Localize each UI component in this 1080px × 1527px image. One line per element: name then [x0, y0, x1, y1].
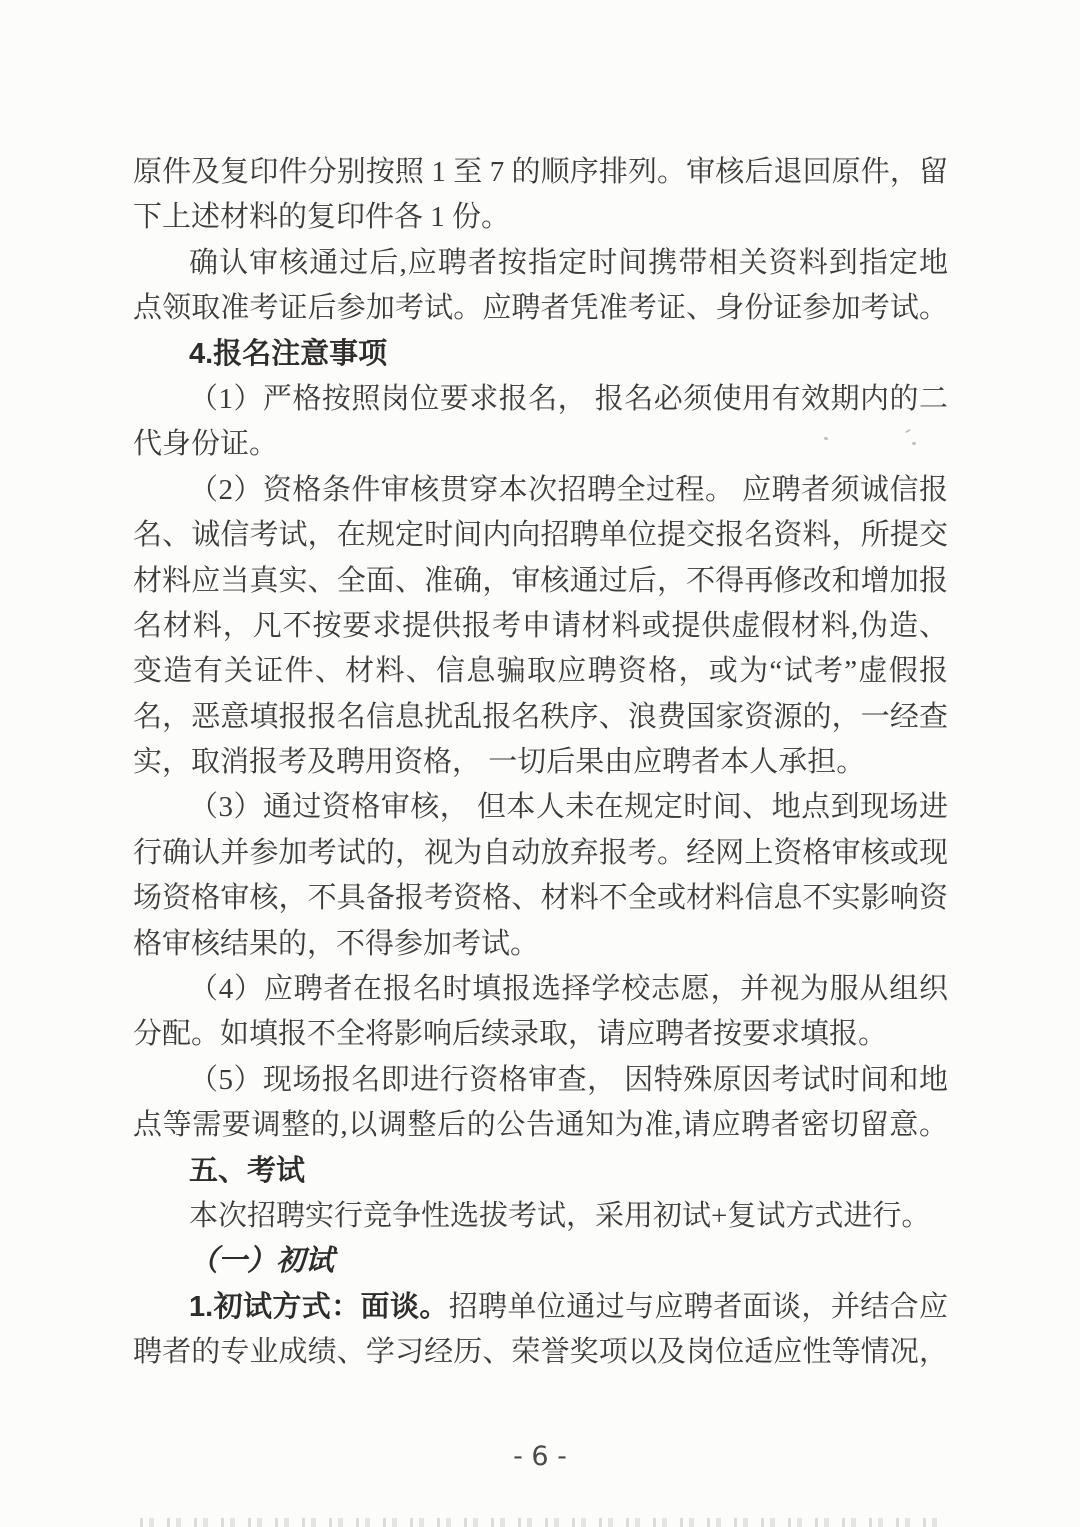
text-segment: 名材料，凡不按要求提供报考申请材料或提供虚假材料,伪造、: [133, 609, 948, 642]
document-line: [133, 1239, 948, 1284]
text-segment: （2）资格条件审核贯穿本次招聘全过程。 应聘者须诚信报: [189, 473, 948, 506]
text-segment: 分配。如填报不全将影响后续录取，请应聘者按要求填报。: [133, 1018, 888, 1051]
text-segment: （一）初试: [189, 1245, 335, 1278]
text-segment: 材料应当真实、全面、准确，审核通过后，不得再修改和增加报: [133, 564, 948, 597]
document-line: [133, 513, 948, 558]
text-segment: 原件及复印件分别按照 1 至 7 的顺序排列。审核后退回原件，留: [133, 156, 948, 188]
document-line: [133, 604, 948, 649]
text-segment: 1.初试方式：面谈。: [189, 1290, 449, 1323]
document-line: [133, 1194, 948, 1239]
document-line: [133, 150, 948, 195]
document-line: [133, 332, 948, 377]
document-line: [133, 1058, 948, 1103]
document-line: [133, 1012, 948, 1057]
text-segment: 代身份证。: [133, 428, 279, 461]
text-segment: 下上述材料的复印件各 1 份。: [133, 201, 511, 234]
document-line: [133, 876, 948, 921]
text-segment: 行确认并参加考试的，视为自动放弃报考。经网上资格审核或现: [133, 836, 948, 869]
text-segment: 格审核结果的，不得参加考试。: [133, 927, 540, 960]
document-line: [133, 286, 948, 331]
text-segment: 点领取准考证后参加考试。应聘者凭准考证、身份证参加考试。: [133, 292, 948, 325]
text-segment: 点等需要调整的,以调整后的公告通知为准,请应聘者密切留意。: [133, 1109, 948, 1142]
document-line: [133, 831, 948, 876]
document-line: [133, 740, 948, 785]
document-line: [133, 785, 948, 830]
document-line: [133, 1330, 948, 1375]
text-segment: 五、考试: [189, 1154, 306, 1187]
text-segment: （1）严格按照岗位要求报名， 报名必须使用有效期内的二: [189, 382, 948, 415]
document-line: [133, 377, 948, 422]
text-segment: 变造有关证件、材料、信息骗取应聘资格，或为“试考”虚假报: [133, 655, 948, 688]
text-segment: 名，恶意填报报名信息扰乱报名秩序、浪费国家资源的，一经查: [133, 700, 948, 733]
text-segment: 场资格审核，不具备报考资格、材料不全或材料信息不实影响资: [133, 882, 948, 915]
text-segment: 聘者的专业成绩、学习经历、荣誉奖项以及岗位适应性等情况，: [133, 1336, 948, 1369]
text-segment: 名、诚信考试，在规定时间内向招聘单位提交报名资料，所提交: [133, 519, 948, 552]
text-segment: 本次招聘实行竞争性选拔考试，采用初试+复试方式进行。: [189, 1199, 931, 1232]
text-segment: 实，取消报考及聘用资格， 一切后果由应聘者本人承担。: [133, 746, 866, 779]
document-line: [133, 559, 948, 604]
document-line: [133, 649, 948, 694]
document-line: [133, 241, 948, 286]
scan-noise-dot: [912, 442, 916, 445]
text-segment: （4）应聘者在报名时填报选择学校志愿，并视为服从组织: [189, 973, 948, 1006]
text-segment: 招聘单位通过与应聘者面谈，并结合应: [448, 1290, 948, 1323]
text-segment: 4.报名注意事项: [189, 337, 388, 370]
text-segment: （3）通过资格审核， 但本人未在规定时间、地点到现场进: [189, 791, 948, 824]
document-line: [133, 922, 948, 967]
document-line: [133, 422, 948, 467]
document-line: [133, 1285, 948, 1330]
document-line: [133, 1103, 948, 1148]
text-segment: 确认审核通过后,应聘者按指定时间携带相关资料到指定地: [189, 246, 948, 279]
document-line: [133, 1149, 948, 1194]
document-line: [133, 468, 948, 513]
document-line: [133, 195, 948, 240]
text-segment: （5）现场报名即进行资格审查， 因特殊原因考试时间和地: [189, 1063, 948, 1096]
document-body: [133, 150, 948, 1376]
document-line: [133, 967, 948, 1012]
document-line: [133, 695, 948, 740]
page-number: - 6 -: [513, 1441, 567, 1472]
cutoff-next-page-line: [140, 1518, 950, 1527]
